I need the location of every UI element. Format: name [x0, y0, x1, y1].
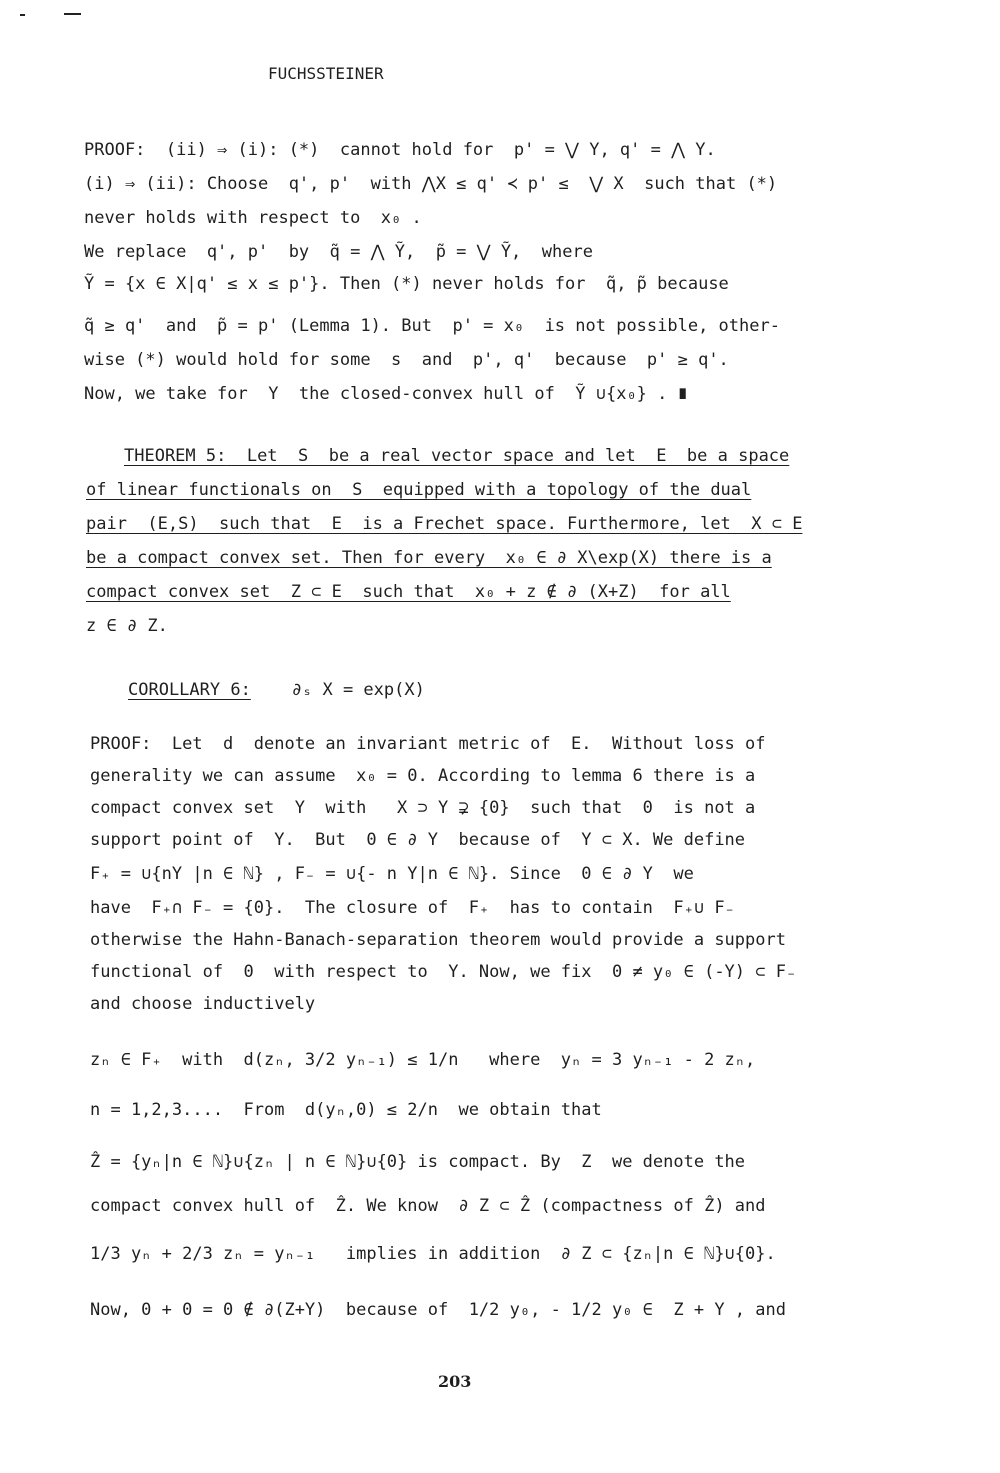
theorem-line-4: be a compact convex set. Then for every x₀ ∈ ∂ X\exp(X) there is a	[86, 548, 772, 568]
proof2-line-4: support point of Y. But 0 ∈ ∂ Y because of Y ⊂ X. We define	[90, 830, 746, 850]
proof2-line-9: and choose inductively	[90, 994, 316, 1014]
proof1-line-8: Now, we take for Y the closed-convex hull of Ỹ ∪{x₀} . ∎	[84, 384, 688, 404]
proof2-line-10: zₙ ∈ F₊ with d(zₙ, 3/2 yₙ₋₁) ≤ 1/n where yₙ = 3 yₙ₋₁ - 2 zₙ,	[90, 1050, 756, 1070]
theorem-text-1: Let S be a real vector space and let E be a space	[226, 446, 790, 466]
proof1-line-6: q̃ ≥ q' and p̃ = p' (Lemma 1). But p' = x₀ is not possible, other-	[84, 316, 780, 336]
proof2-line-3: compact convex set Y with X ⊃ Y ⊋ {0} such that 0 is not a	[90, 798, 756, 818]
proof1-line-2: (i) ⇒ (ii): Choose q', p' with ⋀X ≤ q' ≺ p' ≤ ⋁ X such that (*)	[84, 174, 778, 194]
proof2-line-2: generality we can assume x₀ = 0. According to lemma 6 there is a	[90, 766, 756, 786]
scan-mark-left	[20, 14, 25, 16]
page-number: 203	[438, 1372, 472, 1391]
scan-mark-dash	[64, 13, 81, 15]
proof1-line-1: PROOF: (ii) ⇒ (i): (*) cannot hold for p' = ⋁ Y, q' = ⋀ Y.	[84, 140, 716, 160]
proof2-line-5: F₊ = ∪{nY |n ∈ ℕ} , F₋ = ∪{- n Y|n ∈ ℕ}. Since 0 ∈ ∂ Y we	[90, 864, 694, 884]
theorem-line-2: of linear functionals on S equipped with a topology of the dual	[86, 480, 752, 500]
proof2-line-13: compact convex hull of Ẑ. We know ∂ Z ⊂ Ẑ (compactness of Ẑ) and	[90, 1196, 766, 1216]
theorem-line-6: z ∈ ∂ Z.	[86, 616, 168, 636]
proof1-line-4: We replace q', p' by q̃ = ⋀ Ỹ, p̃ = ⋁ Ỹ, where	[84, 242, 593, 262]
proof1-line-5: Ỹ = {x ∈ X|q' ≤ x ≤ p'}. Then (*) never holds for q̃, p̃ because	[84, 274, 729, 294]
proof2-line-8: functional of 0 with respect to Y. Now, we fix 0 ≠ y₀ ∈ (-Y) ⊂ F₋	[90, 962, 797, 982]
proof2-line-12: Ẑ = {yₙ|n ∈ ℕ}∪{zₙ | n ∈ ℕ}∪{0} is compact. By Z we denote the	[90, 1152, 746, 1172]
corollary-line	[128, 680, 425, 700]
proof2-line-14: 1/3 yₙ + 2/3 zₙ = yₙ₋₁ implies in addition ∂ Z ⊂ {zₙ|n ∈ ℕ}∪{0}.	[90, 1244, 776, 1264]
theorem-line-1	[124, 446, 789, 466]
proof1-line-7: wise (*) would hold for some s and p', q' because p' ≥ q'.	[84, 350, 729, 370]
theorem-line-5: compact convex set Z ⊂ E such that x₀ + z ∉ ∂ (X+Z) for all	[86, 582, 731, 602]
proof2-line-15: Now, 0 + 0 = 0 ∉ ∂(Z+Y) because of 1/2 y₀, - 1/2 y₀ ∈ Z + Y , and	[90, 1300, 786, 1320]
theorem-line-3: pair (E,S) such that E is a Frechet space. Furthermore, let X ⊂ E	[86, 514, 803, 534]
corollary-statement: ∂ₛ X = exp(X)	[250, 680, 425, 700]
proof2-line-11: n = 1,2,3.... From d(yₙ,0) ≤ 2/n we obtain that	[90, 1100, 602, 1120]
proof1-line-3: never holds with respect to x₀ .	[84, 208, 422, 228]
proof2-line-1: PROOF: Let d denote an invariant metric of E. Without loss of	[90, 734, 766, 754]
proof2-line-7: otherwise the Hahn-Banach-separation theorem would provide a support	[90, 930, 786, 950]
theorem-label: THEOREM 5:	[124, 446, 227, 466]
corollary-label: COROLLARY 6:	[128, 680, 251, 700]
proof2-line-6: have F₊∩ F₋ = {0}. The closure of F₊ has to contain F₊∪ F₋	[90, 898, 735, 918]
running-head: FUCHSSTEINER	[268, 64, 384, 83]
